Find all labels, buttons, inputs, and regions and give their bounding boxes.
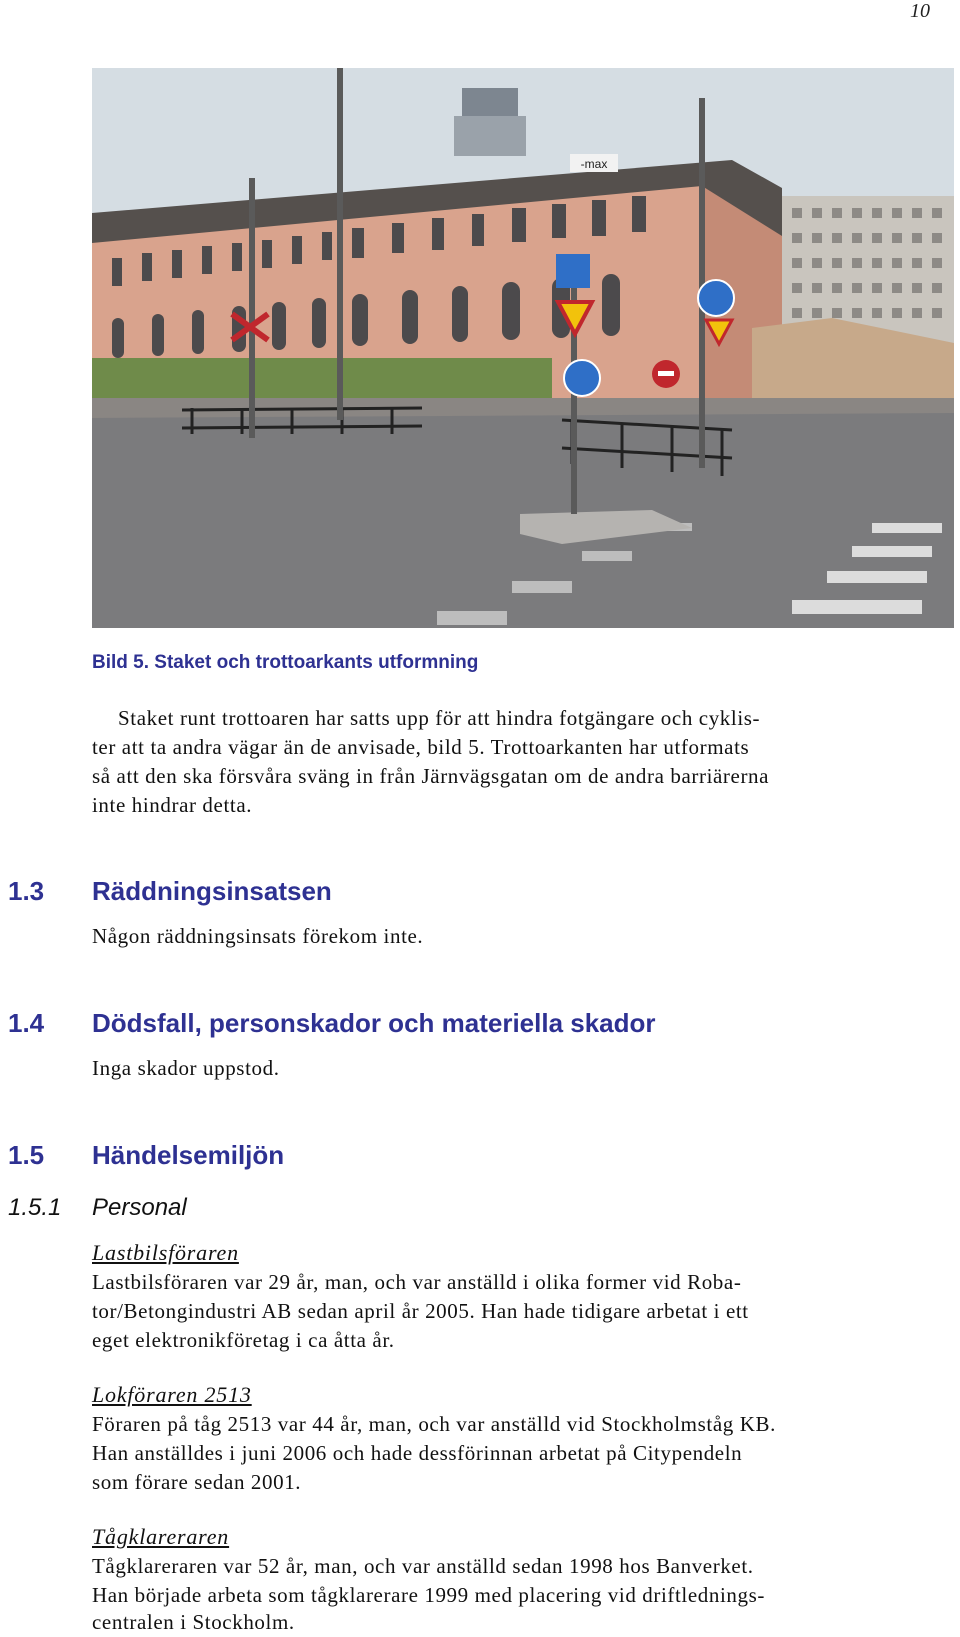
role-title-lokforaren: Lokföraren 2513 <box>92 1382 252 1407</box>
section-heading-1-3 <box>8 876 332 907</box>
section-number: 1.4 <box>8 1008 45 1038</box>
section-title: Händelsemiljön <box>92 1140 285 1170</box>
tagklareraren-line: Tågklareraren var 52 år, man, och var anställd sedan 1998 hos Banverket. <box>92 1554 754 1578</box>
lokforaren-line: Föraren på tåg 2513 var 44 år, man, och var anställd vid Stockholmståg KB. <box>92 1412 776 1436</box>
subsection-title: Personal <box>92 1194 187 1221</box>
tagklareraren-line: centralen i Stockholm. <box>92 1610 295 1634</box>
section-heading-1-5 <box>8 1140 284 1171</box>
building-sign-text: -max <box>580 157 608 171</box>
section-number: 1.3 <box>8 876 45 906</box>
section-heading-1-4 <box>8 1008 656 1039</box>
section-title: Dödsfall, personskador och materiella skador <box>92 1008 656 1038</box>
page-number: 10 <box>910 0 930 22</box>
section-title: Räddningsinsatsen <box>92 876 332 906</box>
lokforaren-line: Han anställdes i juni 2006 och hade dessförinnan arbetat på Citypendeln <box>92 1441 743 1465</box>
role-title-lastbilsforaren: Lastbilsföraren <box>92 1240 239 1265</box>
lastbilsforaren-line: Lastbilsföraren var 29 år, man, och var anställd i olika former vid Roba- <box>92 1270 742 1294</box>
figure-photo <box>92 68 954 628</box>
subsection-heading-1-5-1 <box>8 1194 187 1222</box>
intro-line: inte hindrar detta. <box>92 793 253 817</box>
section-number: 1.5 <box>8 1140 45 1170</box>
intro-line: Staket runt trottoaren har satts upp för att hindra fotgängare och cyklis- <box>118 706 761 730</box>
role-title-tagklareraren: Tågklareraren <box>92 1524 230 1549</box>
subsection-number: 1.5.1 <box>8 1194 62 1221</box>
intro-line: så att den ska försvåra sväng in från Järnvägsgatan om de andra barriärerna <box>92 764 770 788</box>
section-1-3-text: Någon räddningsinsats förekom inte. <box>92 924 424 948</box>
lokforaren-line: som förare sedan 2001. <box>92 1470 302 1494</box>
figure-caption: Bild 5. Staket och trottoarkants utformning <box>92 652 479 673</box>
section-1-4-text: Inga skador uppstod. <box>92 1056 280 1080</box>
lastbilsforaren-line: tor/Betongindustri AB sedan april år 2005. Han hade tidigare arbetat i ett <box>92 1299 749 1323</box>
intro-line: ter att ta andra vägar än de anvisade, bild 5. Trottoarkanten har utformats <box>92 735 750 759</box>
tagklareraren-line: Han började arbeta som tågklarerare 1999 med placering vid driftlednings- <box>92 1583 765 1607</box>
lastbilsforaren-line: eget elektronikföretag i ca åtta år. <box>92 1328 395 1352</box>
